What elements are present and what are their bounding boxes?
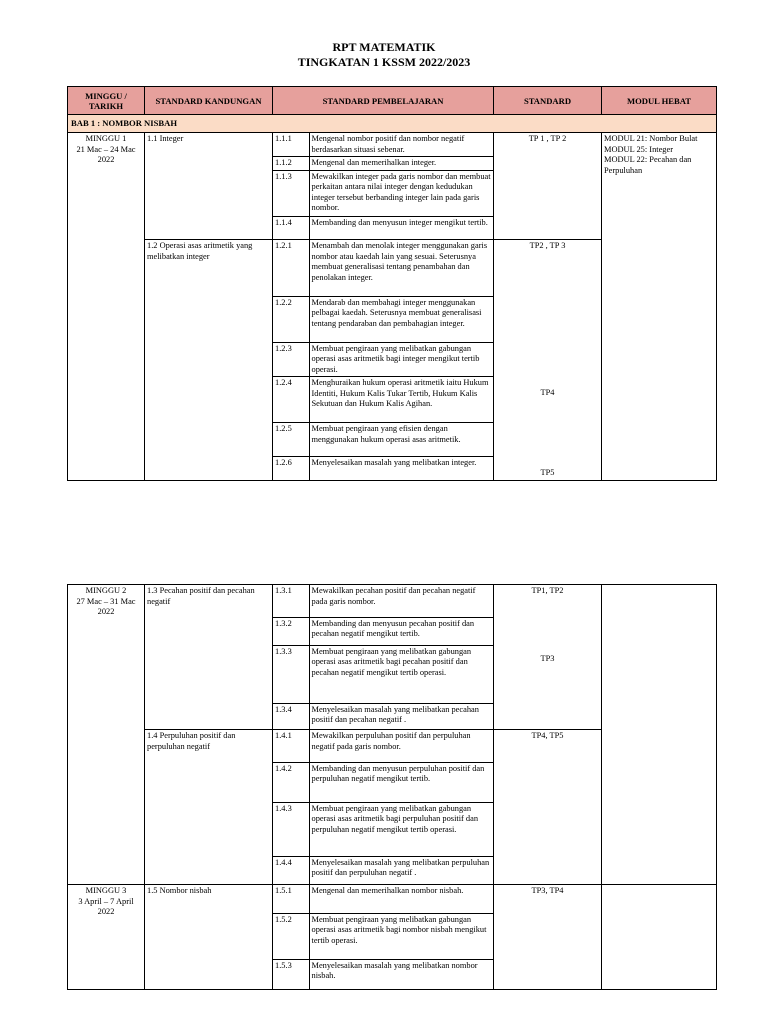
week2-tp-1 xyxy=(494,585,602,730)
week1-kandungan-1: 1.1 Integer xyxy=(145,133,273,240)
item-1-2-1: Menambah dan menolak integer menggunakan garis nombor atau kaedah lain yang sesuai. Seterusnya membuat generalisasi tentang penambahan dan penolakan integer. xyxy=(309,240,493,296)
header-standard: STANDARD xyxy=(494,87,602,115)
week2-modul xyxy=(602,585,717,885)
item-1-1-1: Mengenal nombor positif dan nombor negatif berdasarkan situasi sebenar. xyxy=(309,133,493,157)
code-1-2-2: 1.2.2 xyxy=(273,296,309,342)
code-1-1-4: 1.1.4 xyxy=(273,216,309,239)
week1-tp-1: TP 1 , TP 2 xyxy=(494,133,602,240)
week1-modul: MODUL 21: Nombor Bulat MODUL 25: Integer MODUL 22: Pecahan dan Perpuluhan xyxy=(602,133,717,481)
item-1-4-3: Membuat pengiraan yang melibatkan gabungan operasi asas aritmetik bagi perpuluhan positif dan perpuluhan negatif mengikut tertib operasi. xyxy=(309,802,493,856)
week1-kandungan-2: 1.2 Operasi asas aritmetik yang melibatkan integer xyxy=(145,240,273,481)
week2-pembelajaran-2 xyxy=(273,730,494,885)
rpt-table-page1 xyxy=(67,86,717,481)
code-1-3-1: 1.3.1 xyxy=(273,585,309,617)
code-1-5-3: 1.5.3 xyxy=(273,959,309,989)
header-minggu: MINGGU / TARIKH xyxy=(68,87,145,115)
bab-title: BAB 1 : NOMBOR NISBAH xyxy=(68,115,717,133)
header-modul: MODUL HEBAT xyxy=(602,87,717,115)
code-1-2-6: 1.2.6 xyxy=(273,457,309,480)
week2-tp-2: TP4, TP5 xyxy=(494,730,602,885)
code-1-3-2: 1.3.2 xyxy=(273,617,309,645)
tp-label: TP1, TP2 xyxy=(531,586,564,595)
item-1-2-2: Mendarab dan membahagi integer menggunakan pelbagai kaedah. Seterusnya membuat generalisasi tentang pendaraban dan pembahagian integer. xyxy=(309,296,493,342)
header-pembelajaran: STANDARD PEMBELAJARAN xyxy=(273,87,494,115)
code-1-5-1: 1.5.1 xyxy=(273,885,309,913)
week2-minggu: MINGGU 2 27 Mac – 31 Mac 2022 xyxy=(68,585,145,885)
item-1-2-3: Membuat pengiraan yang melibatkan gabungan operasi asas aritmetik bagi integer mengikut tertib operasi. xyxy=(309,342,493,377)
item-1-4-1: Mewakilkan perpuluhan positif dan perpuluhan negatif pada garis nombor. xyxy=(309,730,493,762)
week1-pembelajaran-1 xyxy=(273,133,494,240)
code-1-3-3: 1.3.3 xyxy=(273,645,309,703)
item-1-1-3: Mewakilkan integer pada garis nombor dan membuat perkaitan antara nilai integer dengan kedudukan integer tersebut berbanding integer lain pada garis nombor. xyxy=(309,170,493,216)
code-1-5-2: 1.5.2 xyxy=(273,913,309,959)
item-1-2-5: Membuat pengiraan yang efisien dengan menggunakan hukum operasi asas aritmetik. xyxy=(309,423,493,457)
item-1-1-4: Membanding dan menyusun integer mengikut tertib. xyxy=(311,217,488,227)
week2-pembelajaran-1 xyxy=(273,585,494,730)
week1-minggu: MINGGU 1 21 Mac – 24 Mac 2022 xyxy=(68,133,145,481)
week2-kandungan-2: 1.4 Perpuluhan positif dan perpuluhan negatif xyxy=(145,730,273,885)
doc-subtitle: TINGKATAN 1 KSSM 2022/2023 xyxy=(297,55,471,69)
week3-kandungan-1: 1.5 Nombor nisbah xyxy=(145,885,273,990)
code-1-3-4: 1.3.4 xyxy=(273,703,309,729)
item-1-3-4: Menyelesaikan masalah yang melibatkan pecahan positif dan pecahan negatif . xyxy=(311,704,479,724)
code-1-1-2: 1.1.2 xyxy=(273,157,309,171)
item-1-3-1: Mewakilkan pecahan positif dan pecahan negatif pada garis nombor. xyxy=(309,585,493,617)
rpt-table-page2 xyxy=(67,584,717,990)
item-1-3-2: Membanding dan menyusun pecahan positif dan pecahan negatif mengikut tertib. xyxy=(309,617,493,645)
code-1-2-1: 1.2.1 xyxy=(273,240,309,296)
item-1-4-4: Menyelesaikan masalah yang melibatkan perpuluhan positif dan perpuluhan negatif . xyxy=(311,857,490,877)
week1-pembelajaran-2 xyxy=(273,240,494,481)
week3-tp-1: TP3, TP4 xyxy=(494,885,602,990)
item-1-4-2: Membanding dan menyusun perpuluhan positif dan perpuluhan negatif mengikut tertib. xyxy=(309,762,493,802)
week3-minggu: MINGGU 3 3 April – 7 April 2022 xyxy=(68,885,145,990)
item-1-2-4: Menghuraikan hukum operasi aritmetik iaitu Hukum Identiti, Hukum Kalis Tukar Tertib, Hukum Kalis Sekutuan dan Hukum Kalis Agihan. xyxy=(309,377,493,423)
week2-kandungan-1: 1.3 Pecahan positif dan pecahan negatif xyxy=(145,585,273,730)
item-1-5-2: Membuat pengiraan yang melibatkan gabungan operasi asas aritmetik bagi nombor nisbah mengikut tertib operasi. xyxy=(309,913,493,959)
code-1-4-1: 1.4.1 xyxy=(273,730,309,762)
item-1-5-1: Mengenal dan memerihalkan nombor nisbah. xyxy=(309,885,493,913)
week3-modul xyxy=(602,885,717,990)
item-1-3-3: Membuat pengiraan yang melibatkan gabungan operasi asas aritmetik bagi pecahan positif dan pecahan negatif mengikut tertib operasi. xyxy=(309,645,493,703)
tp-label: TP5 xyxy=(540,468,555,477)
item-1-5-3: Menyelesaikan masalah yang melibatkan nombor nisbah. xyxy=(311,960,478,980)
code-1-2-5: 1.2.5 xyxy=(273,423,309,457)
tp-label: TP4 xyxy=(540,388,555,397)
week1-tp-2 xyxy=(494,240,602,481)
header-kandungan: STANDARD KANDUNGAN xyxy=(145,87,273,115)
week3-pembelajaran-1 xyxy=(273,885,494,990)
item-1-2-6: Menyelesaikan masalah yang melibatkan integer. xyxy=(311,458,477,467)
doc-title: RPT MATEMATIK xyxy=(332,40,436,54)
code-1-4-4: 1.4.4 xyxy=(273,856,309,884)
code-1-1-3: 1.1.3 xyxy=(273,170,309,216)
tp-label: TP2 , TP 3 xyxy=(529,241,566,250)
code-1-2-4: 1.2.4 xyxy=(273,377,309,423)
code-1-4-2: 1.4.2 xyxy=(273,762,309,802)
code-1-2-3: 1.2.3 xyxy=(273,342,309,377)
tp-label: TP3 xyxy=(540,654,555,663)
code-1-4-3: 1.4.3 xyxy=(273,802,309,856)
item-1-1-2: Mengenal dan memerihalkan integer. xyxy=(309,157,493,171)
code-1-1-1: 1.1.1 xyxy=(273,133,309,157)
